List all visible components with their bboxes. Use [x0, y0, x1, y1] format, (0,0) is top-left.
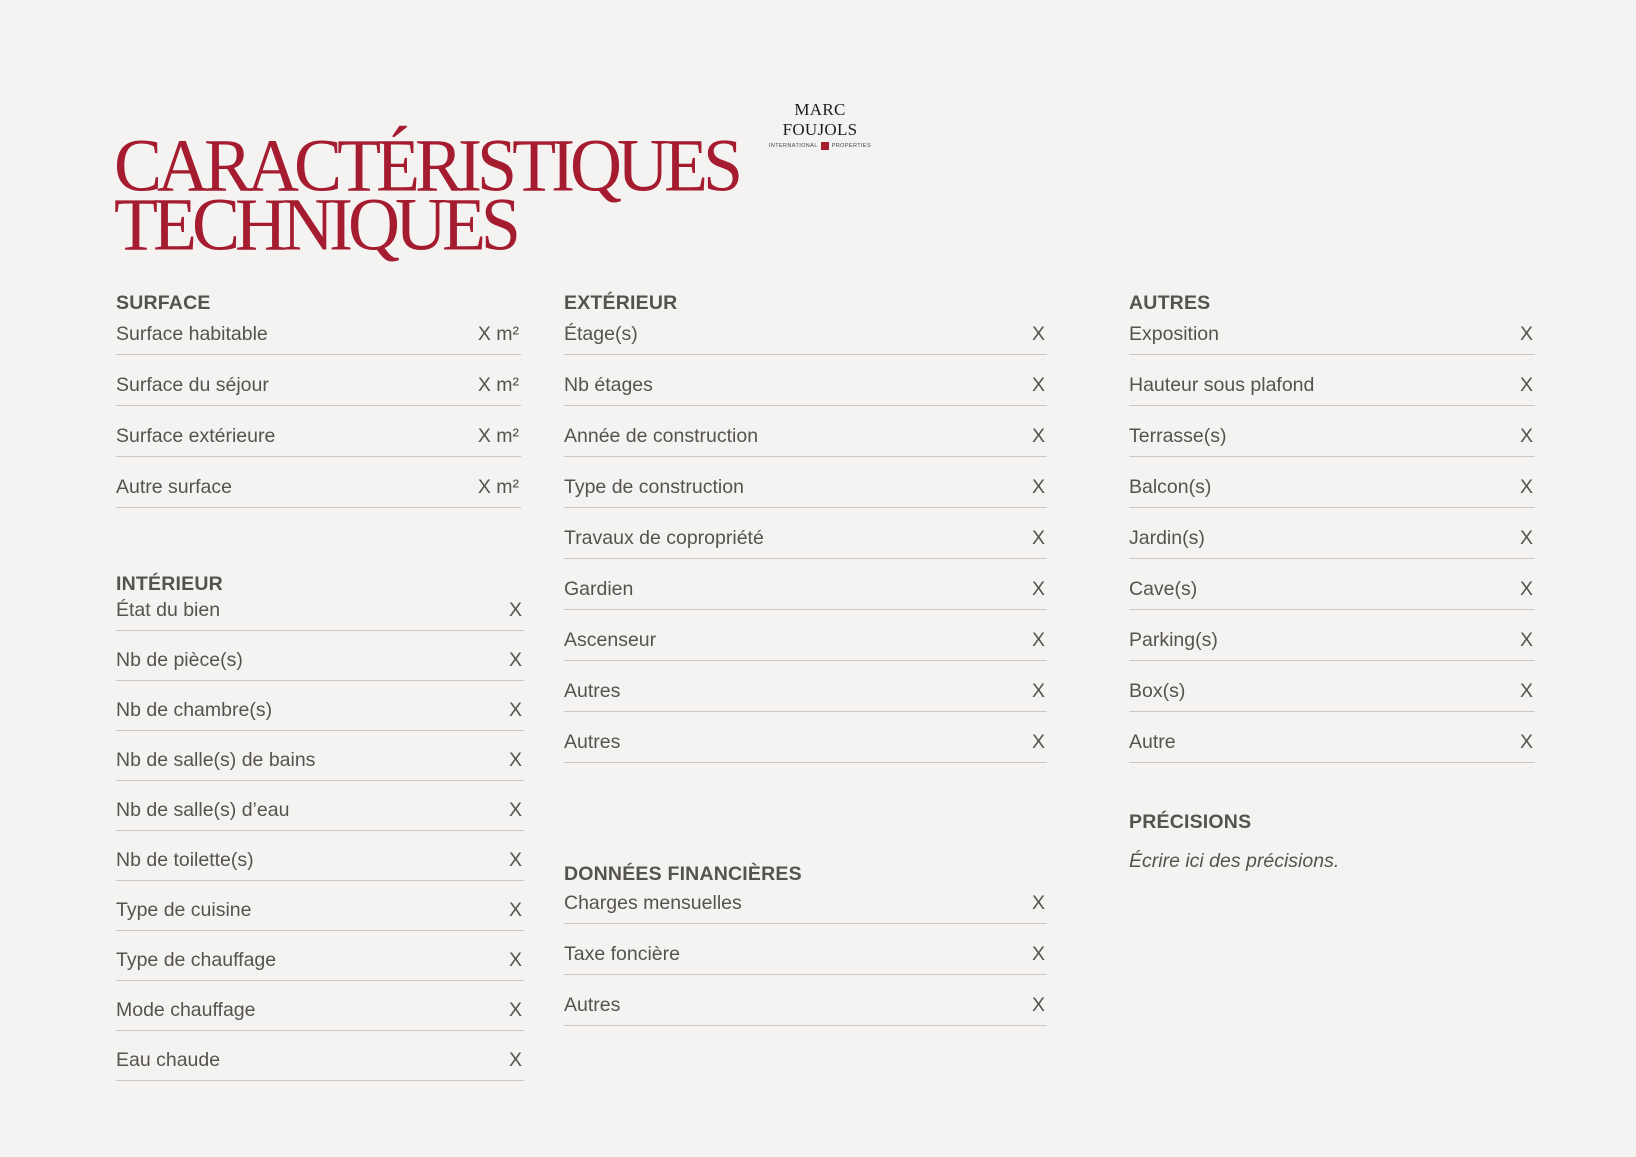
row-value: X [508, 949, 522, 971]
row-label: Nb de toilette(s) [116, 849, 254, 871]
row-label: Année de construction [564, 425, 759, 447]
section-title-financieres: DONNÉES FINANCIÈRES [564, 863, 802, 885]
row-value: X [1031, 578, 1045, 600]
table-row [1129, 610, 1535, 661]
row-label: Parking(s) [1129, 629, 1218, 651]
section-autres [1129, 291, 1535, 763]
table-row [116, 315, 521, 355]
table-row [1129, 508, 1535, 559]
table-row [564, 508, 1047, 559]
table-row [116, 355, 521, 406]
logo-name: MARC FOUJOLS [782, 100, 858, 139]
section-precisions [1129, 810, 1535, 873]
section-exterieur [564, 291, 1047, 763]
row-value: X [1031, 527, 1045, 549]
row-label: Eau chaude [116, 1049, 221, 1071]
row-label: Jardin(s) [1129, 527, 1205, 549]
table-row [564, 886, 1047, 924]
row-value: X [1519, 731, 1533, 753]
row-label: Nb étages [564, 374, 653, 396]
row-value: X [1519, 425, 1533, 447]
section-title-interieur: INTÉRIEUR [116, 573, 223, 595]
row-value: X [1519, 374, 1533, 396]
row-label: Nb de salle(s) d’eau [116, 799, 290, 821]
table-row [1129, 406, 1535, 457]
table-row [1129, 355, 1535, 406]
logo-right-text: PROPERTIES [831, 143, 872, 149]
table-row [116, 406, 521, 457]
row-value: X [1519, 680, 1533, 702]
row-label: État du bien [116, 599, 221, 621]
row-value: X [1031, 374, 1045, 396]
row-value: X [1031, 629, 1045, 651]
row-value: X [1031, 425, 1045, 447]
table-row [116, 457, 521, 508]
row-label: Autre surface [116, 476, 232, 498]
page-title [114, 123, 739, 267]
row-label: Surface du séjour [116, 374, 269, 396]
table-row [1129, 712, 1535, 763]
section-title-surface: SURFACE [116, 292, 211, 314]
row-value: X [508, 799, 522, 821]
table-row [116, 831, 524, 881]
row-value: X [508, 849, 522, 871]
section-title-precisions: PRÉCISIONS [1129, 811, 1252, 833]
row-label: Nb de chambre(s) [116, 699, 273, 721]
table-row [564, 610, 1047, 661]
table-row [116, 731, 524, 781]
row-label: Type de construction [564, 476, 744, 498]
row-value: X m² [477, 323, 519, 345]
table-row [116, 881, 524, 931]
row-value: X [1519, 323, 1533, 345]
logo-square-icon [821, 142, 829, 150]
row-label: Ascenseur [564, 629, 657, 651]
table-row [1129, 661, 1535, 712]
table-row [1129, 457, 1535, 508]
row-label: Mode chauffage [116, 999, 256, 1021]
section-donnees-financieres [564, 862, 1047, 1026]
logo-subline [757, 142, 883, 150]
row-value: X m² [477, 374, 519, 396]
row-value: X [1031, 323, 1045, 345]
row-value: X [1031, 680, 1045, 702]
table-row [116, 781, 524, 831]
row-value: X [1519, 476, 1533, 498]
row-value: X [1519, 527, 1533, 549]
row-label: Hauteur sous plafond [1129, 374, 1315, 396]
section-surface [116, 291, 521, 508]
table-row [564, 712, 1047, 763]
row-value: X m² [477, 425, 519, 447]
table-row [116, 631, 524, 681]
section-title-exterieur: EXTÉRIEUR [564, 292, 678, 314]
row-value: X [508, 1049, 522, 1071]
table-row [116, 681, 524, 731]
page-title-line-1: CARACTÉRISTIQUES [114, 123, 739, 208]
row-value: X [1519, 629, 1533, 651]
precisions-text: Écrire ici des précisions. [1129, 850, 1340, 872]
table-row [564, 457, 1047, 508]
table-row [564, 406, 1047, 457]
table-row [564, 559, 1047, 610]
row-value: X [1519, 578, 1533, 600]
row-label: Surface habitable [116, 323, 268, 345]
row-value: X [508, 899, 522, 921]
row-value: X [508, 749, 522, 771]
row-label: Cave(s) [1129, 578, 1198, 600]
row-label: Travaux de copropriété [564, 527, 764, 549]
row-label: Charges mensuelles [564, 892, 742, 914]
row-label: Nb de salle(s) de bains [116, 749, 316, 771]
section-title-autres: AUTRES [1129, 292, 1211, 314]
table-row [564, 661, 1047, 712]
brand-logo [757, 100, 883, 150]
row-value: X [508, 999, 522, 1021]
row-label: Balcon(s) [1129, 476, 1212, 498]
table-row [564, 355, 1047, 406]
row-label: Type de chauffage [116, 949, 277, 971]
row-label: Taxe foncière [564, 943, 680, 965]
table-row [116, 931, 524, 981]
row-label: Box(s) [1129, 680, 1186, 702]
row-value: X [508, 699, 522, 721]
row-value: X [508, 599, 522, 621]
row-label: Autres [564, 994, 621, 1016]
table-row [564, 315, 1047, 355]
section-interieur [116, 572, 524, 1081]
row-label: Étage(s) [564, 323, 638, 345]
row-label: Nb de pièce(s) [116, 649, 243, 671]
row-label: Gardien [564, 578, 634, 600]
row-value: X [1031, 892, 1045, 914]
row-label: Terrasse(s) [1129, 425, 1227, 447]
row-label: Type de cuisine [116, 899, 252, 921]
row-value: X [508, 649, 522, 671]
table-row [564, 975, 1047, 1026]
row-value: X [1031, 994, 1045, 1016]
row-label: Autres [564, 680, 621, 702]
row-value: X [1031, 476, 1045, 498]
row-value: X [1031, 943, 1045, 965]
table-row [116, 981, 524, 1031]
row-label: Autre [1129, 731, 1176, 753]
row-label: Exposition [1129, 323, 1219, 345]
table-row [564, 924, 1047, 975]
row-value: X [1031, 731, 1045, 753]
table-row [1129, 315, 1535, 355]
table-row [1129, 559, 1535, 610]
table-row [116, 596, 524, 631]
logo-left-text: INTERNATIONAL [768, 143, 818, 149]
row-label: Surface extérieure [116, 425, 276, 447]
row-value: X m² [477, 476, 519, 498]
page-title-line-2: TECHNIQUES [114, 182, 516, 267]
table-row [116, 1031, 524, 1081]
row-label: Autres [564, 731, 621, 753]
